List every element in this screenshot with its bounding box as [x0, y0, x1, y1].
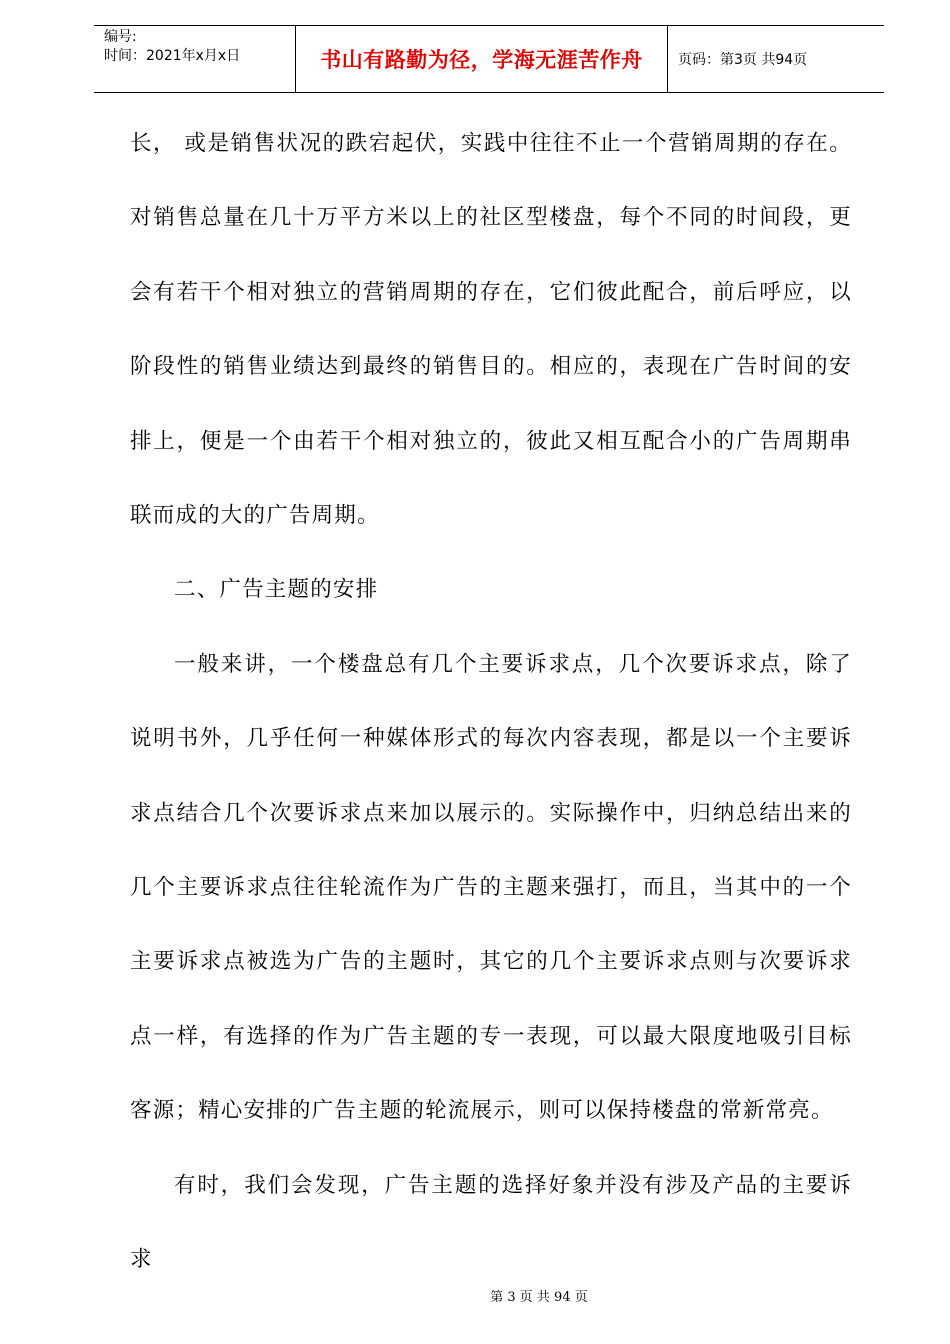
document-body — [130, 107, 852, 1298]
header-page-info — [668, 26, 884, 92]
header-page-label: 页码：第3页 共94页 — [678, 52, 808, 68]
page-header — [94, 25, 884, 93]
section-heading: 二、广告主题的安排 — [174, 577, 379, 603]
page-footer: 第 3 页 共 94 页 — [490, 1290, 588, 1305]
document-time-label: 时间：2021年x月x日 — [104, 48, 241, 64]
header-motto: 书山有路勤为径，学海无涯苦作舟 — [296, 26, 668, 92]
header-meta — [94, 26, 296, 92]
document-number-label: 编号: — [104, 29, 137, 45]
paragraph-1: 长， 或是销售状况的跌宕起伏，实践中往往不止一个营销周期的存在。对销售总量在几十万平方米以上的社区型楼盘，每个不同的时间段，更会有若干个相对独立的营销周期的存在，它们彼此配合，前后呼应，以阶段性的销售业绩达到最终的销售目的。相应的，表现在广告时间的安排上，便是一个由若干个相对独立的，彼此又相互配合小的广告周期串联而成的大的广告周期。 — [130, 131, 852, 529]
paragraph-2: 一般来讲，一个楼盘总有几个主要诉求点，几个次要诉求点，除了说明书外，几乎任何一种媒体形式的每次内容表现，都是以一个主要诉求点结合几个次要诉求点来加以展示的。实际操作中，归纳总结出来的几个主要诉求点往往轮流作为广告的主题来强打，而且，当其中的一个主要诉求点被选为广告的主题时，其它的几个主要诉求点则与次要诉求点一样，有选择的作为广告主题的专一表现，可以最大限度地吸引目标客源；精心安排的广告主题的轮流展示，则可以保持楼盘的常新常亮。 — [130, 651, 852, 1124]
paragraph-3: 有时，我们会发现，广告主题的选择好象并没有涉及产品的主要诉求 — [130, 1172, 852, 1273]
